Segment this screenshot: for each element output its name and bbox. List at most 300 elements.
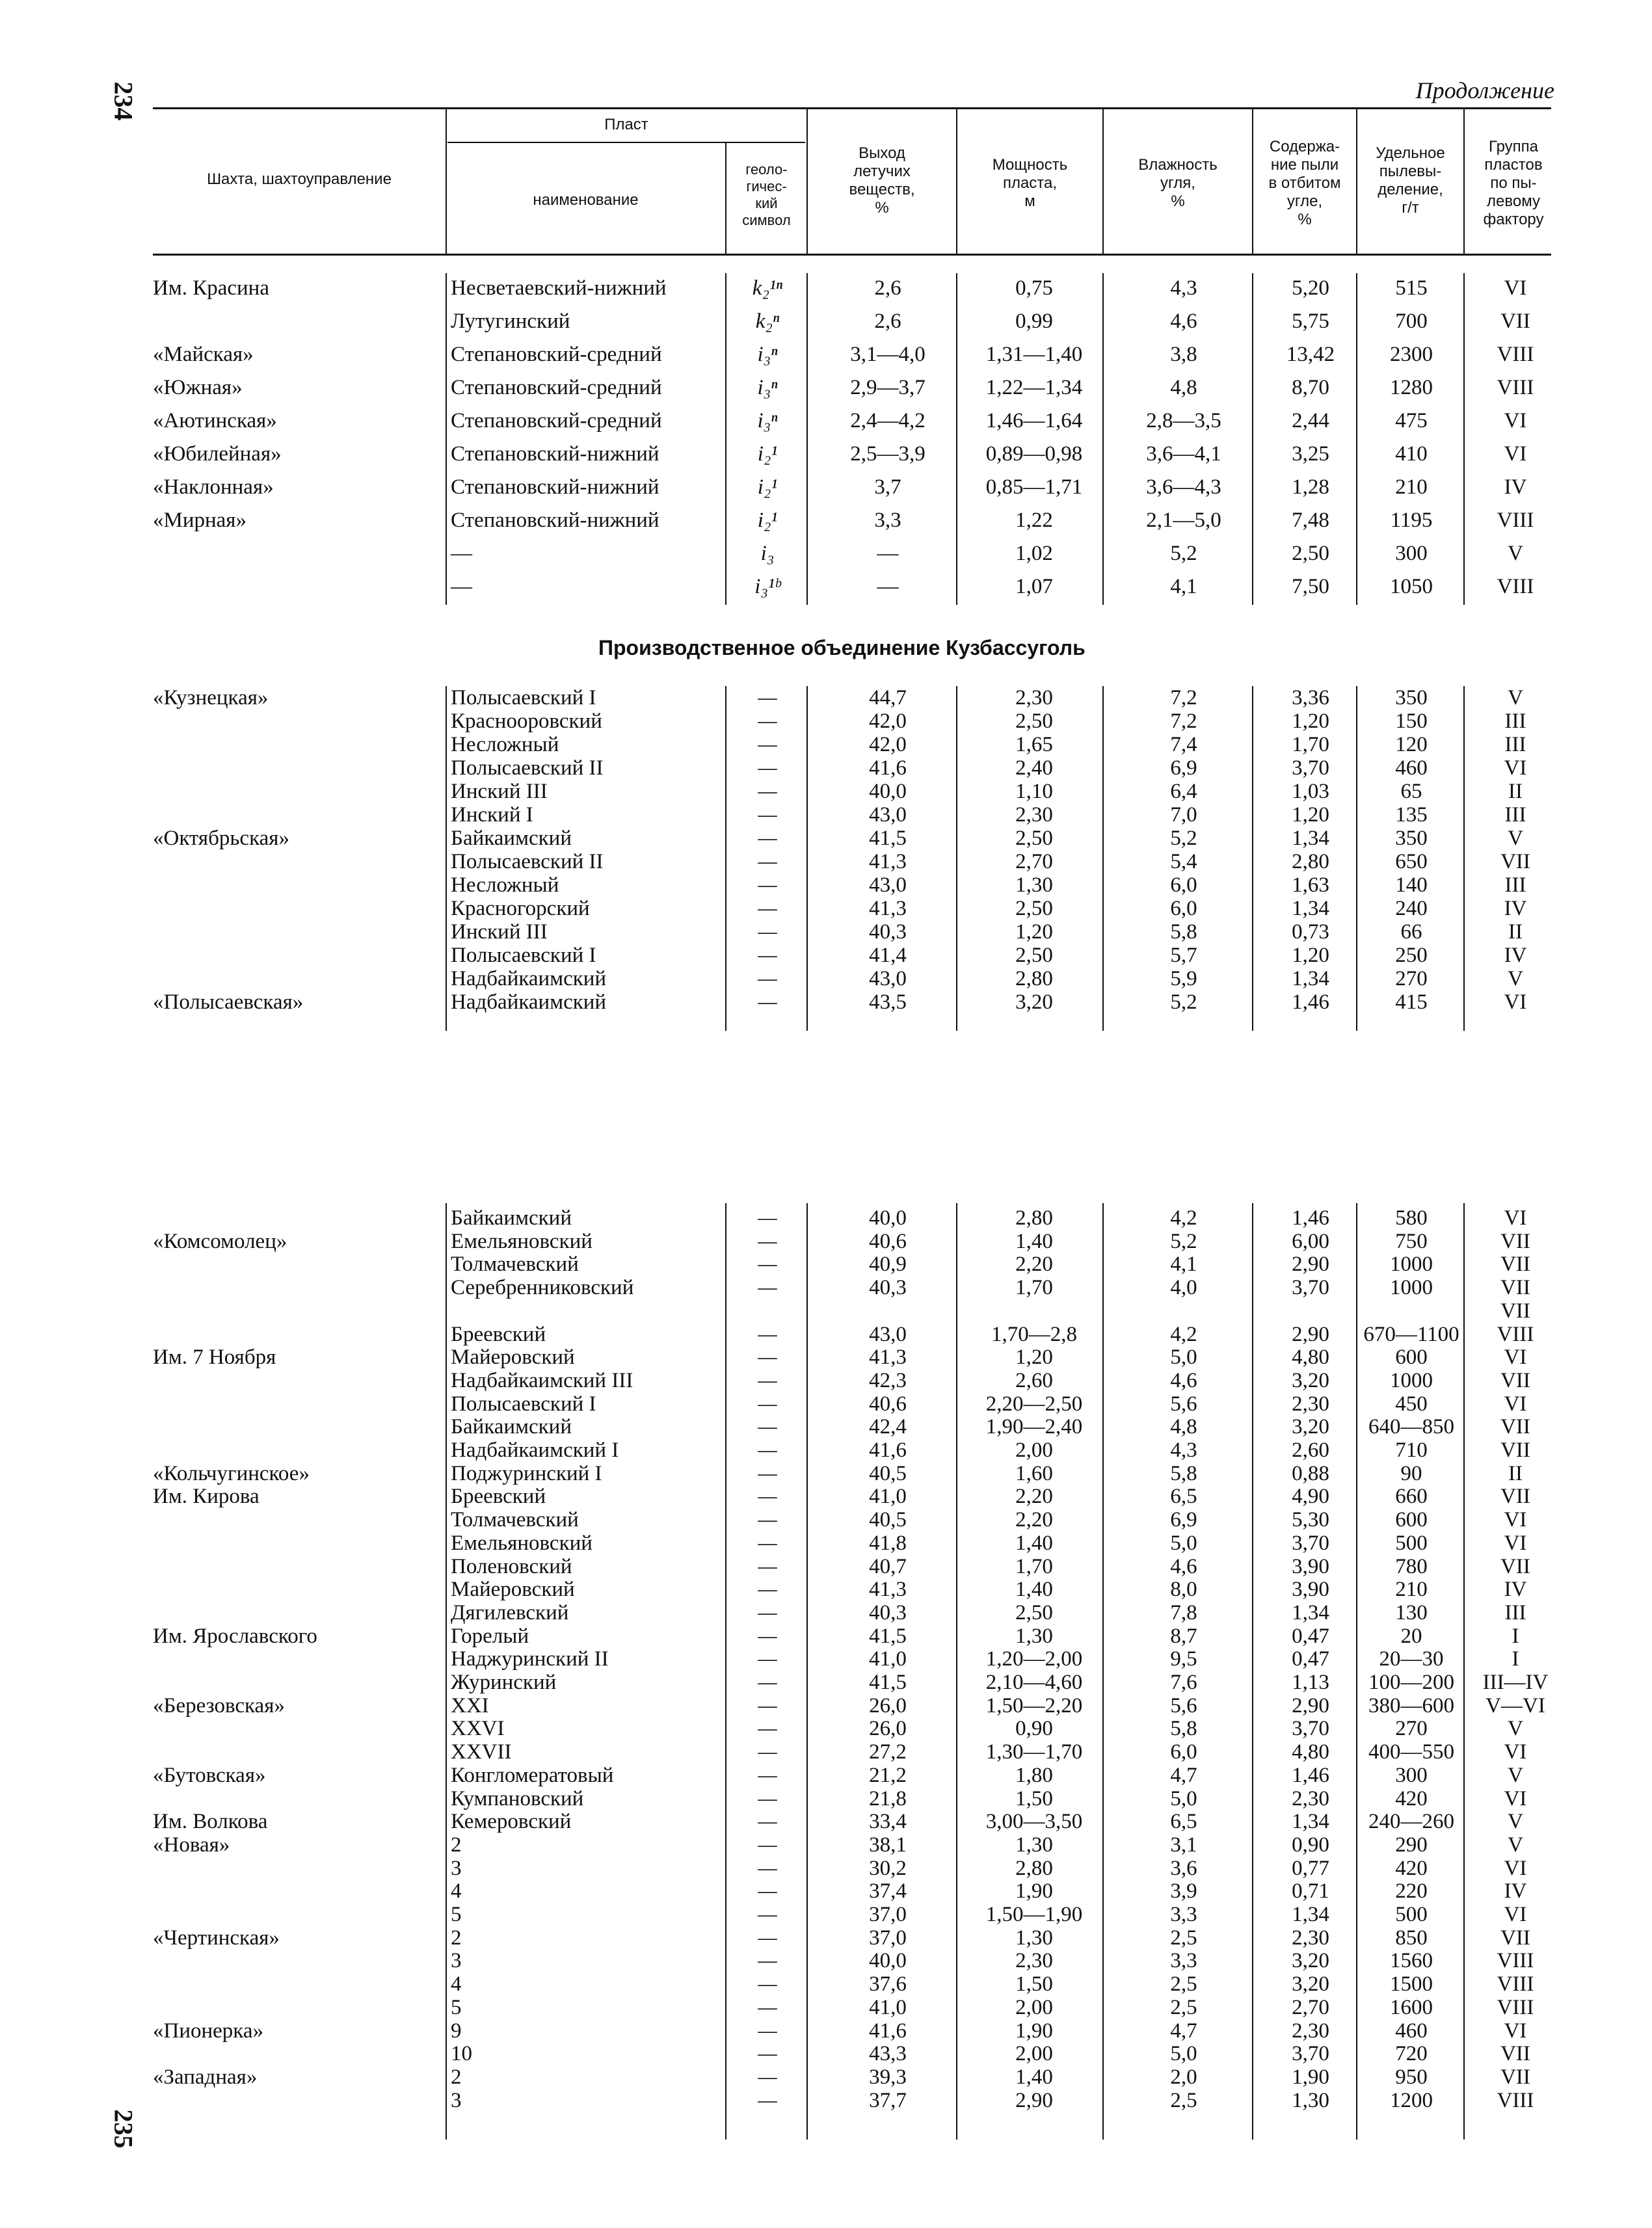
thickness-cell: 1,22 <box>1015 509 1053 532</box>
dust-content-cell: 1,34 <box>1292 1903 1329 1926</box>
volatiles-cell: 40,0 <box>869 1949 907 1973</box>
thickness-cell: 2,80 <box>1015 967 1053 990</box>
thickness-cell: 1,40 <box>1015 1531 1053 1555</box>
dust-content-cell: 2,44 <box>1292 409 1329 432</box>
dust-release-cell: 210 <box>1395 1578 1428 1602</box>
seam-name-cell: XXVII <box>451 1740 512 1764</box>
dust-release-cell: 1195 <box>1390 509 1433 532</box>
group-cell: VI <box>1504 2019 1527 2043</box>
group-cell: IV <box>1504 475 1527 499</box>
moisture-cell: 6,9 <box>1170 1508 1197 1532</box>
volatiles-cell: 27,2 <box>869 1740 907 1764</box>
dust-content-cell: 5,75 <box>1292 310 1329 333</box>
dust-release-cell: 660 <box>1395 1485 1428 1509</box>
thickness-cell: 1,20—2,00 <box>985 1647 1083 1671</box>
dust-release-cell: 150 <box>1395 710 1428 733</box>
thickness-cell: 1,07 <box>1015 575 1053 598</box>
moisture-cell: 3,9 <box>1170 1879 1197 1903</box>
geo-symbol-cell: i₂¹ <box>757 475 778 499</box>
moisture-cell: 7,2 <box>1170 710 1197 733</box>
moisture-cell: 4,6 <box>1170 1554 1197 1578</box>
group-cell: III <box>1504 710 1526 733</box>
geo-symbol-cell: — <box>758 827 777 850</box>
group-cell: VII <box>1500 850 1530 873</box>
moisture-cell: 5,4 <box>1170 850 1197 873</box>
dust-release-cell: 250 <box>1395 944 1428 967</box>
dust-release-cell: 1200 <box>1390 2088 1433 2112</box>
volatiles-cell: 33,4 <box>869 1810 907 1834</box>
mine-cell: «Аютинская» <box>153 409 277 432</box>
geo-symbol-cell: i₂¹ <box>757 509 778 532</box>
group-cell: VII <box>1500 2065 1530 2089</box>
volatiles-cell: 41,3 <box>869 1346 907 1370</box>
dust-release-cell: 500 <box>1395 1531 1428 1555</box>
group-cell: V—VI <box>1485 1693 1545 1717</box>
volatiles-cell: 2,6 <box>874 276 901 300</box>
thickness-cell: 2,00 <box>1015 1439 1053 1462</box>
geo-symbol-cell: — <box>758 1903 777 1926</box>
dust-content-cell: 2,90 <box>1292 1253 1329 1277</box>
header-mine: Шахта, шахтоуправление <box>207 170 392 188</box>
volatiles-cell: 41,4 <box>869 944 907 967</box>
moisture-cell: 4,2 <box>1170 1206 1197 1230</box>
seam-name-cell: Полысаевский II <box>451 756 604 780</box>
header-vline <box>446 109 447 254</box>
mine-cell: «Березовская» <box>153 1693 285 1717</box>
geo-symbol-cell: — <box>758 1856 777 1880</box>
dust-content-cell: 2,30 <box>1292 1786 1329 1810</box>
seam-name-cell: 3 <box>451 1949 462 1973</box>
body-vline <box>806 273 808 605</box>
group-cell: VII <box>1500 1439 1530 1462</box>
dust-content-cell: 4,80 <box>1292 1346 1329 1370</box>
seam-name-cell: 3 <box>451 2088 462 2112</box>
thickness-cell: 1,02 <box>1015 542 1053 565</box>
volatiles-cell: 37,0 <box>869 1903 907 1926</box>
seam-name-cell: Бреевский <box>451 1322 546 1346</box>
thickness-cell: 2,20 <box>1015 1508 1053 1532</box>
seam-name-cell: 2 <box>451 2065 462 2089</box>
geo-symbol-cell: — <box>758 897 777 920</box>
group-cell: VII <box>1500 1485 1530 1509</box>
thickness-cell: 1,10 <box>1015 780 1053 803</box>
dust-release-cell: 460 <box>1395 756 1428 780</box>
dust-release-cell: 780 <box>1395 1554 1428 1578</box>
group-cell: VII <box>1500 1276 1530 1300</box>
moisture-cell: 5,2 <box>1170 542 1197 565</box>
mine-cell: «Юбилейная» <box>153 442 282 466</box>
body-vline <box>806 1203 808 2140</box>
dust-release-cell: 415 <box>1395 990 1428 1014</box>
mine-cell: Им. Волкова <box>153 1810 268 1834</box>
mine-cell: «Комсомолец» <box>153 1229 287 1253</box>
volatiles-cell: 43,0 <box>869 967 907 990</box>
group-cell: VII <box>1500 310 1530 333</box>
dust-content-cell: 0,71 <box>1292 1879 1329 1903</box>
thickness-cell: 1,30—1,70 <box>985 1740 1083 1764</box>
dust-content-cell: 1,34 <box>1292 827 1329 850</box>
dust-content-cell: 3,70 <box>1292 1276 1329 1300</box>
seam-name-cell: Полысаевский II <box>451 850 604 873</box>
thickness-cell: 1,30 <box>1015 1833 1053 1857</box>
moisture-cell: 4,0 <box>1170 1276 1197 1300</box>
volatiles-cell: 41,0 <box>869 1647 907 1671</box>
moisture-cell: 3,6—4,1 <box>1146 442 1221 466</box>
geo-symbol-cell: — <box>758 1229 777 1253</box>
volatiles-cell: 40,3 <box>869 1276 907 1300</box>
dust-content-cell: 8,70 <box>1292 376 1329 399</box>
dust-release-cell: 1600 <box>1390 1995 1433 2019</box>
mine-cell: «Западная» <box>153 2065 258 2089</box>
thickness-cell: 0,85—1,71 <box>985 475 1083 499</box>
seam-name-cell: 5 <box>451 1995 462 2019</box>
volatiles-cell: 44,7 <box>869 686 907 710</box>
dust-release-cell: 750 <box>1395 1229 1428 1253</box>
seam-name-cell: XXVI <box>451 1717 505 1741</box>
moisture-cell: 5,0 <box>1170 1786 1197 1810</box>
dust-content-cell: 1,63 <box>1292 873 1329 897</box>
group-cell: VIII <box>1497 2088 1534 2112</box>
header-group: Группа пластов по пы- левому фактору <box>1483 138 1544 228</box>
dust-content-cell: 3,70 <box>1292 1531 1329 1555</box>
dust-content-cell: 3,20 <box>1292 1949 1329 1973</box>
volatiles-cell: 3,1—4,0 <box>850 343 926 366</box>
volatiles-cell: 40,5 <box>869 1508 907 1532</box>
header-top-rule <box>153 107 1551 109</box>
dust-content-cell: 1,34 <box>1292 1600 1329 1625</box>
dust-content-cell: 2,30 <box>1292 1392 1329 1416</box>
group-cell: VII <box>1500 1415 1530 1439</box>
mine-cell: «Бутовская» <box>153 1763 266 1787</box>
dust-release-cell: 240 <box>1395 897 1428 920</box>
dust-release-cell: 710 <box>1395 1439 1428 1462</box>
geo-symbol-cell: — <box>758 710 777 733</box>
group-cell: V <box>1508 827 1523 850</box>
seam-name-cell: Байкаимский <box>451 1206 572 1230</box>
seam-name-cell: Байкаимский <box>451 1415 572 1439</box>
page-number-bottom: 235 <box>109 2109 139 2149</box>
seam-name-cell: Поленовский <box>451 1554 572 1578</box>
seam-name-cell: 5 <box>451 1903 462 1926</box>
seam-name-cell: — <box>451 542 472 565</box>
seam-name-cell: 4 <box>451 1879 462 1903</box>
seam-name-cell: Краснооровский <box>451 710 602 733</box>
geo-symbol-cell: i₂¹ <box>757 442 778 466</box>
volatiles-cell: 40,0 <box>869 1206 907 1230</box>
seam-name-cell: Конгломератовый <box>451 1763 614 1787</box>
geo-symbol-cell: — <box>758 1995 777 2019</box>
continuation-label: Продолжение <box>1415 77 1554 103</box>
moisture-cell: 6,5 <box>1170 1485 1197 1509</box>
thickness-cell: 2,50 <box>1015 897 1053 920</box>
moisture-cell: 8,7 <box>1170 1624 1197 1648</box>
geo-symbol-cell: — <box>758 1786 777 1810</box>
seam-name-cell: Степановский-нижний <box>451 442 659 466</box>
thickness-cell: 1,60 <box>1015 1461 1053 1485</box>
moisture-cell: 5,0 <box>1170 1346 1197 1370</box>
seam-name-cell: Серебренниковский <box>451 1276 634 1300</box>
dust-release-cell: 650 <box>1395 850 1428 873</box>
dust-release-cell: 100—200 <box>1368 1671 1454 1694</box>
seam-name-cell: Кемеровский <box>451 1810 572 1834</box>
group-cell: VII <box>1500 1253 1530 1277</box>
thickness-cell: 2,20—2,50 <box>985 1392 1083 1416</box>
volatiles-cell: 43,3 <box>869 2042 907 2066</box>
group-cell: VI <box>1504 1346 1527 1370</box>
body-vline <box>725 686 726 1031</box>
moisture-cell: 8,0 <box>1170 1578 1197 1602</box>
dust-content-cell: 1,46 <box>1292 1763 1329 1787</box>
thickness-cell: 1,80 <box>1015 1763 1053 1787</box>
group-cell: VI <box>1504 1903 1527 1926</box>
seam-name-cell: 3 <box>451 1856 462 1880</box>
dust-content-cell: 0,47 <box>1292 1647 1329 1671</box>
dust-content-cell: 1,03 <box>1292 780 1329 803</box>
geo-symbol-cell: — <box>758 1810 777 1834</box>
geo-symbol-cell: — <box>758 2042 777 2066</box>
dust-release-cell: 700 <box>1395 310 1428 333</box>
geo-symbol-cell: — <box>758 1833 777 1857</box>
dust-release-cell: 1000 <box>1390 1368 1433 1392</box>
seam-name-cell: Емельяновский <box>451 1229 593 1253</box>
volatiles-cell: 41,5 <box>869 1671 907 1694</box>
header-thickness: Мощность пласта, м <box>992 156 1068 210</box>
group-cell: VI <box>1504 756 1527 780</box>
volatiles-cell: 40,9 <box>869 1253 907 1277</box>
dust-content-cell: 2,70 <box>1292 1995 1329 2019</box>
thickness-cell: 2,20 <box>1015 1485 1053 1509</box>
thickness-cell: 2,60 <box>1015 1368 1053 1392</box>
seam-name-cell: XXI <box>451 1693 489 1717</box>
group-cell: I <box>1512 1624 1519 1648</box>
thickness-cell: 1,70—2,8 <box>991 1322 1077 1346</box>
moisture-cell: 4,6 <box>1170 310 1197 333</box>
seam-name-cell: Несложный <box>451 733 559 756</box>
thickness-cell: 2,30 <box>1015 803 1053 827</box>
header-seam-name: наименование <box>533 191 639 209</box>
moisture-cell: 4,8 <box>1170 376 1197 399</box>
header-moisture: Влажность угля, % <box>1138 156 1218 210</box>
dust-release-cell: 270 <box>1395 967 1428 990</box>
geo-symbol-cell: — <box>758 780 777 803</box>
dust-content-cell: 1,70 <box>1292 733 1329 756</box>
seam-name-cell: Надбайкаимский <box>451 990 607 1014</box>
seam-name-cell: Полысаевский I <box>451 686 596 710</box>
volatiles-cell: 41,3 <box>869 1578 907 1602</box>
geo-symbol-cell: — <box>758 990 777 1014</box>
header-bottom-rule <box>153 254 1551 256</box>
dust-release-cell: 1500 <box>1390 1972 1433 1996</box>
body-vline <box>725 1203 726 2140</box>
thickness-cell: 2,90 <box>1015 2088 1053 2112</box>
geo-symbol-cell: — <box>758 1693 777 1717</box>
moisture-cell: 7,2 <box>1170 686 1197 710</box>
geo-symbol-cell: — <box>758 1926 777 1950</box>
volatiles-cell: 43,0 <box>869 803 907 827</box>
geo-symbol-cell: — <box>758 1879 777 1903</box>
group-cell: VI <box>1504 1206 1527 1230</box>
dust-content-cell: 1,34 <box>1292 897 1329 920</box>
geo-symbol-cell: — <box>758 1578 777 1602</box>
dust-content-cell: 3,70 <box>1292 1717 1329 1741</box>
volatiles-cell: 40,6 <box>869 1392 907 1416</box>
moisture-cell: 3,3 <box>1170 1903 1197 1926</box>
body-vline <box>446 1203 447 2140</box>
thickness-cell: 1,20 <box>1015 920 1053 944</box>
dust-release-cell: 65 <box>1400 780 1422 803</box>
moisture-cell: 4,6 <box>1170 1368 1197 1392</box>
moisture-cell: 2,8—3,5 <box>1146 409 1221 432</box>
body-vline <box>1463 1203 1465 2140</box>
body-vline <box>806 686 808 1031</box>
volatiles-cell: 41,0 <box>869 1995 907 2019</box>
moisture-cell: 5,7 <box>1170 944 1197 967</box>
section-title: Производственное объединение Кузбассуголь <box>598 636 1086 659</box>
dust-content-cell: 2,60 <box>1292 1439 1329 1462</box>
seam-name-cell: Степановский-средний <box>451 343 662 366</box>
dust-content-cell: 2,30 <box>1292 1926 1329 1950</box>
mine-cell: «Майская» <box>153 343 254 366</box>
thickness-cell: 1,90—2,40 <box>985 1415 1083 1439</box>
group-cell: III—IV <box>1482 1671 1549 1694</box>
seam-name-cell: Инский I <box>451 803 533 827</box>
seam-name-cell: Инский III <box>451 780 548 803</box>
volatiles-cell: 40,3 <box>869 1600 907 1625</box>
moisture-cell: 5,8 <box>1170 1717 1197 1741</box>
geo-symbol-cell: — <box>758 1972 777 1996</box>
header-dust-content: Содержа- ние пыли в отбитом угле, % <box>1268 138 1341 228</box>
volatiles-cell: 26,0 <box>869 1693 907 1717</box>
moisture-cell: 3,1 <box>1170 1833 1197 1857</box>
dust-content-cell: 2,90 <box>1292 1693 1329 1717</box>
geo-symbol-cell: i₃ⁿ <box>757 343 778 366</box>
geo-symbol-cell: — <box>758 1485 777 1509</box>
moisture-cell: 2,0 <box>1170 2065 1197 2089</box>
geo-symbol-cell: — <box>758 1322 777 1346</box>
dust-content-cell: 7,50 <box>1292 575 1329 598</box>
geo-symbol-cell: — <box>758 1439 777 1462</box>
moisture-cell: 7,0 <box>1170 803 1197 827</box>
volatiles-cell: 41,6 <box>869 2019 907 2043</box>
dust-content-cell: 1,34 <box>1292 967 1329 990</box>
geo-symbol-cell: — <box>758 1508 777 1532</box>
thickness-cell: 1,90 <box>1015 1879 1053 1903</box>
dust-release-cell: 420 <box>1395 1786 1428 1810</box>
seam-name-cell: Толмачевский <box>451 1253 579 1277</box>
volatiles-cell: 42,4 <box>869 1415 907 1439</box>
volatiles-cell: 21,8 <box>869 1786 907 1810</box>
geo-symbol-cell: — <box>758 686 777 710</box>
thickness-cell: 1,20 <box>1015 1346 1053 1370</box>
geo-symbol-cell: — <box>758 1647 777 1671</box>
dust-release-cell: 460 <box>1395 2019 1428 2043</box>
thickness-cell: 1,50—1,90 <box>985 1903 1083 1926</box>
geo-symbol-cell: — <box>758 1763 777 1787</box>
volatiles-cell: 26,0 <box>869 1717 907 1741</box>
group-cell: V <box>1508 686 1523 710</box>
geo-symbol-cell: — <box>758 967 777 990</box>
body-vline <box>1463 273 1465 605</box>
volatiles-cell: 30,2 <box>869 1856 907 1880</box>
moisture-cell: 7,8 <box>1170 1600 1197 1625</box>
geo-symbol-cell: — <box>758 1276 777 1300</box>
group-cell: VIII <box>1497 1949 1534 1973</box>
dust-content-cell: 0,47 <box>1292 1624 1329 1648</box>
mine-cell: Им. Красина <box>153 276 269 300</box>
moisture-cell: 5,8 <box>1170 920 1197 944</box>
geo-symbol-cell: k₂¹ⁿ <box>752 276 783 300</box>
dust-content-cell: 1,28 <box>1292 475 1329 499</box>
group-cell: VI <box>1504 442 1527 466</box>
dust-content-cell: 2,30 <box>1292 2019 1329 2043</box>
group-cell: VIII <box>1497 575 1534 598</box>
group-cell: VII <box>1500 2042 1530 2066</box>
group-cell: VI <box>1504 1740 1527 1764</box>
moisture-cell: 2,5 <box>1170 2088 1197 2112</box>
geo-symbol-cell: — <box>758 1949 777 1973</box>
dust-content-cell: 5,30 <box>1292 1508 1329 1532</box>
dust-content-cell: 3,20 <box>1292 1368 1329 1392</box>
seam-name-cell: 2 <box>451 1833 462 1857</box>
group-cell: VI <box>1504 1508 1527 1532</box>
geo-symbol-cell: — <box>758 1461 777 1485</box>
moisture-cell: 4,3 <box>1170 1439 1197 1462</box>
geo-symbol-cell: — <box>758 920 777 944</box>
group-cell: VI <box>1504 990 1527 1014</box>
group-cell: II <box>1508 920 1523 944</box>
dust-content-cell: 6,00 <box>1292 1229 1329 1253</box>
volatiles-cell: — <box>877 542 899 565</box>
group-cell: V <box>1508 542 1523 565</box>
dust-release-cell: 600 <box>1395 1346 1428 1370</box>
dust-content-cell: 3,36 <box>1292 686 1329 710</box>
seam-name-cell: Наджуринский II <box>451 1647 609 1671</box>
thickness-cell: 1,65 <box>1015 733 1053 756</box>
thickness-cell: 3,20 <box>1015 990 1053 1014</box>
dust-content-cell: 0,73 <box>1292 920 1329 944</box>
group-cell: V <box>1508 1833 1523 1857</box>
volatiles-cell: 41,8 <box>869 1531 907 1555</box>
geo-symbol-cell: — <box>758 1253 777 1277</box>
volatiles-cell: 21,2 <box>869 1763 907 1787</box>
dust-content-cell: 3,20 <box>1292 1415 1329 1439</box>
group-cell: II <box>1508 780 1523 803</box>
group-cell: III <box>1504 803 1526 827</box>
dust-content-cell: 0,88 <box>1292 1461 1329 1485</box>
geo-symbol-cell: — <box>758 2065 777 2089</box>
header-geo-symbol: геоло- гичес- кий символ <box>742 161 791 228</box>
moisture-cell: 6,0 <box>1170 1740 1197 1764</box>
volatiles-cell: 39,3 <box>869 2065 907 2089</box>
thickness-cell: 2,50 <box>1015 1600 1053 1625</box>
geo-symbol-cell: — <box>758 803 777 827</box>
moisture-cell: 3,8 <box>1170 343 1197 366</box>
moisture-cell: 4,8 <box>1170 1415 1197 1439</box>
moisture-cell: 6,9 <box>1170 756 1197 780</box>
dust-content-cell: 3,25 <box>1292 442 1329 466</box>
moisture-cell: 4,7 <box>1170 2019 1197 2043</box>
body-vline <box>446 273 447 605</box>
thickness-cell: 1,30 <box>1015 1624 1053 1648</box>
thickness-cell: 2,50 <box>1015 710 1053 733</box>
mine-cell: «Полысаевская» <box>153 990 304 1014</box>
thickness-cell: 1,40 <box>1015 1578 1053 1602</box>
seam-name-cell: Степановский-средний <box>451 409 662 432</box>
moisture-cell: 5,9 <box>1170 967 1197 990</box>
group-cell: IV <box>1504 1879 1527 1903</box>
seam-header-rule <box>447 142 805 143</box>
group-cell: VIII <box>1497 1972 1534 1996</box>
